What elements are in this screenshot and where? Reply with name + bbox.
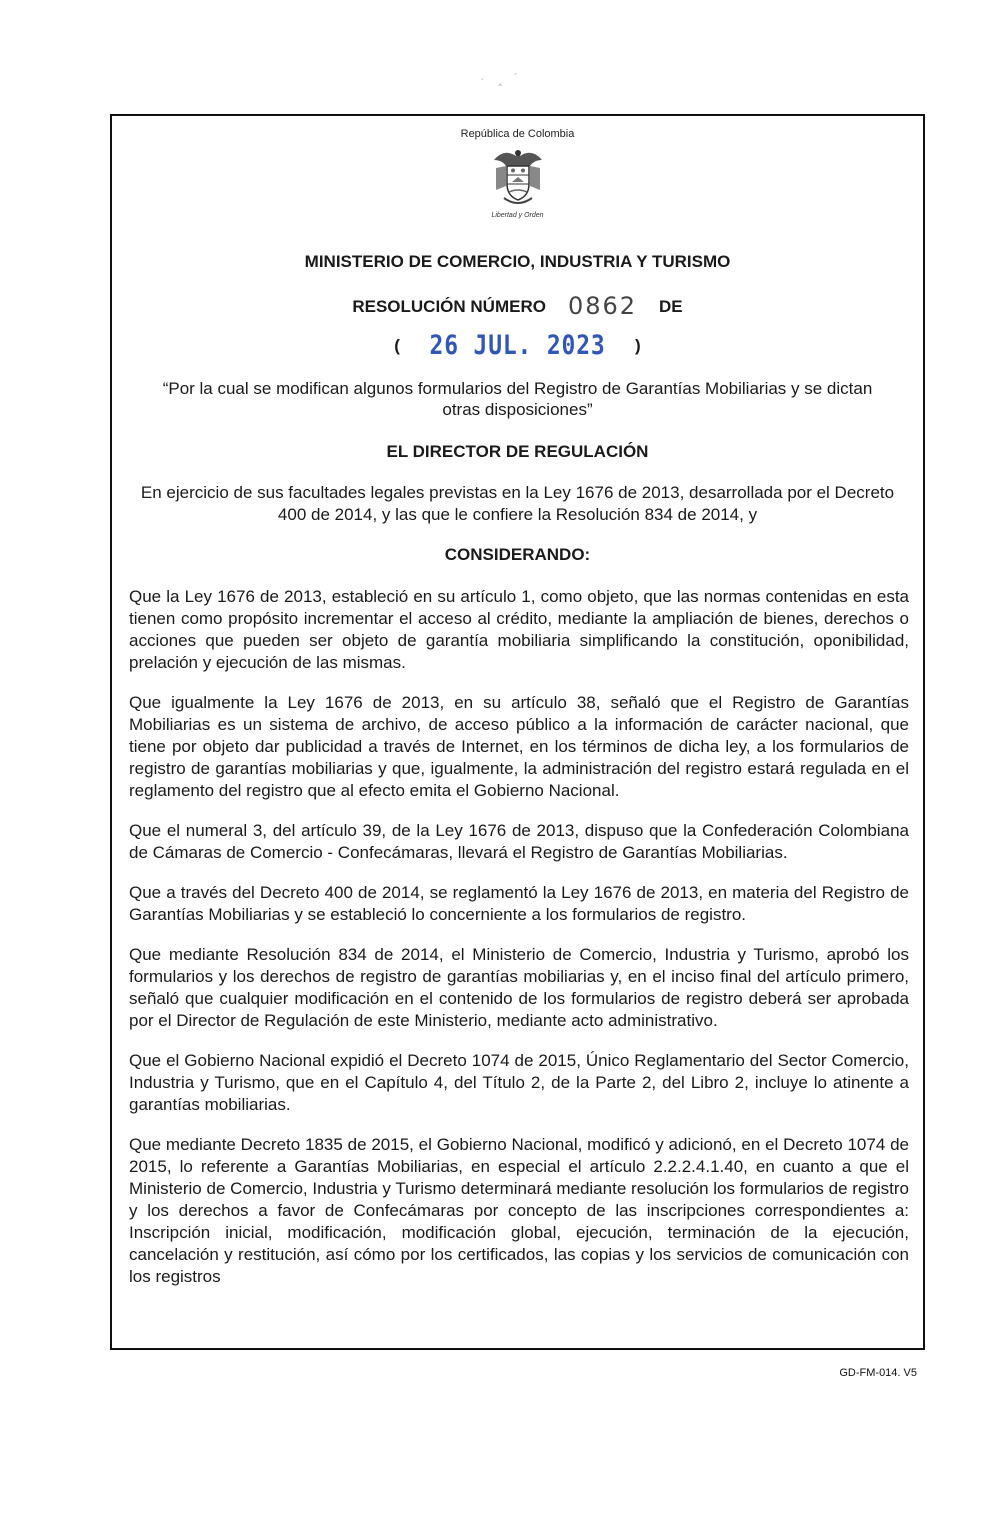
republica-label: República de Colombia — [460, 128, 575, 140]
director-title: EL DIRECTOR DE REGULACIÓN — [386, 442, 649, 461]
resolution-subject: “Por la cual se modifican algunos formularios del Registro de Garantías Mobiliarias y se dictan otras disposiciones” — [162, 379, 873, 419]
considerando-paragraph: Que mediante Decreto 1835 de 2015, el Gobierno Nacional, modificó y adicionó, en el Decreto 1074 de 2015, lo referente a Garantías Mobiliarias, en especial el artículo 2.2.2.4.1.40, en cuanto a que el Ministerio de Comercio, Industria y Turismo determinará mediante resolución los formularios de registro y los derechos a favor de Confecámaras por concepto de las inscripciones correspondientes a: Inscripción inicial, modificación, modificación global, ejecución, terminación de la ejecución, cancelación y restitución, así cómo por los certificados, las copias y los servicios de comunicación con los registros — [129, 1135, 909, 1286]
considerando-paragraph: Que la Ley 1676 de 2013, estableció en su artículo 1, como objeto, que las normas contenidas en esta tienen como propósito incrementar el acceso al crédito, mediante la ampliación de bienes, derechos o acciones que pueden ser objeto de garantía mobiliaria simplificando la constitución, oponibilidad, prelación y ejecución de las mismas. — [129, 587, 909, 672]
faint-scan-mark: · ˏ̨ ˊ — [480, 70, 522, 86]
resolucion-label: RESOLUCIÓN NÚMERO — [352, 297, 546, 316]
lema-label: Libertad y Orden — [491, 212, 544, 219]
resolucion-de-label: DE — [659, 297, 683, 316]
document-header — [112, 128, 923, 219]
ejercicio-paragraph: En ejercicio de sus facultades legales previstas en la Ley 1676 de 2013, desarrollada por el Decreto 400 de 2014, y las que le confiere la Resolución 834 de 2014, y — [140, 483, 895, 524]
form-code: GD-FM-014. V5 — [839, 1367, 917, 1379]
considerando-heading: CONSIDERANDO: — [444, 545, 591, 564]
fecha-close-paren: ) — [635, 336, 641, 355]
considerando-body — [129, 586, 909, 1288]
considerando-paragraph: Que igualmente la Ley 1676 de 2013, en su artículo 38, señaló que el Registro de Garantías Mobiliarias es un sistema de archivo, de acceso público a la información de carácter nacional, que tiene por objeto dar publicidad a través de Internet, en los términos de dicha ley, a los formularios de registro de garantías mobiliarias y que, igualmente, la administración del registro estará regulada en el reglamento del registro que al efecto emita el Gobierno Nacional. — [129, 693, 909, 800]
coat-of-arms-icon — [490, 146, 546, 212]
considerando-paragraph: Que mediante Resolución 834 de 2014, el Ministerio de Comercio, Industria y Turismo, aprobó los formularios y los derechos de registro de garantías mobiliarias y, en el inciso final del artículo primero, señaló que cualquier modificación en el contenido de los formularios de registro deberá ser aprobada por el Director de Regulación de este Ministerio, mediante acto administrativo. — [129, 945, 909, 1030]
resolucion-line — [112, 292, 923, 320]
fecha-open-paren: ( — [394, 336, 400, 355]
considerando-paragraph: Que el Gobierno Nacional expidió el Decreto 1074 de 2015, Único Reglamentario del Sector Comercio, Industria y Turismo, que en el Capítulo 4, del Título 2, de la Parte 2, del Libro 2, incluye lo atinente a garantías mobiliarias. — [129, 1051, 909, 1114]
ministerio-title: MINISTERIO DE COMERCIO, INDUSTRIA Y TURISMO — [304, 252, 731, 271]
resolucion-numero: 0862 — [567, 292, 638, 320]
considerando-paragraph: Que el numeral 3, del artículo 39, de la Ley 1676 de 2013, dispuso que la Confederación Colombiana de Cámaras de Comercio - Confecámaras, llevará el Registro de Garantías Mobiliarias. — [129, 821, 909, 862]
date-stamp: 26 JUL. 2023 — [429, 330, 606, 361]
fecha-line — [112, 330, 923, 361]
considerando-paragraph: Que a través del Decreto 400 de 2014, se reglamentó la Ley 1676 de 2013, en materia del Registro de Garantías Mobiliarias y se estableció lo concerniente a los formularios de registro. — [129, 883, 909, 924]
document-frame — [110, 114, 925, 1350]
